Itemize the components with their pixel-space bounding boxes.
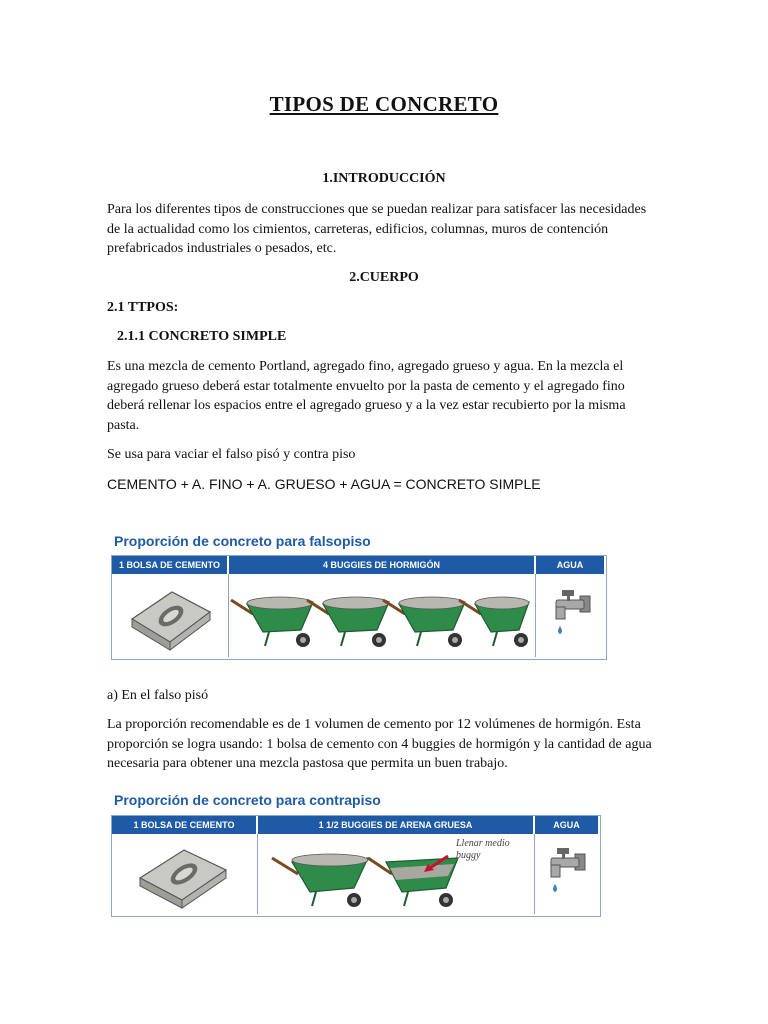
proportion-paragraph: La proporción recomendable es de 1 volumen de cemento por 12 volúmenes de hormigón. Esta proporción se logra usando: 1 bolsa de cemento con 4 buggies de hormigón y la cantidad de agua necesaria para obtener una mezcla pastosa que permita un buen trabajo. (107, 717, 652, 771)
water-tap-icon (535, 834, 596, 914)
wheelbarrow-half-icon (368, 858, 458, 907)
figure2-table (111, 815, 601, 917)
concreto-simple-paragraph: Es una mezcla de cemento Portland, agregado fino, agregado grueso y agua. En la mezcla el agregado grueso deberá estar totalmente envuelto por la pasta de cemento y el agregado fino deberá rellenar los espacios entre el agregado grueso y a la vez estar recubierto por la misma pasta. (107, 359, 626, 433)
wheelbarrows-icon (229, 574, 534, 657)
figure1-table (111, 555, 607, 660)
intro-paragraph: Para los diferentes tipos de construcciones que se puedan realizar para satisfacer las necesidades de la actualidad como los cimientos, carreteras, edificios, columnas, muros de contención prefabricados industriales o pesados, etc. (107, 202, 647, 256)
figure2-note: Llenar medio buggy (456, 838, 510, 861)
cement-bag-cell (112, 574, 229, 657)
figure2-title: Proporción de concreto para contrapiso (114, 792, 381, 808)
cement-bag-icon (112, 834, 256, 914)
wheelbarrow-full-icon (272, 854, 368, 907)
figure2-col-agua: AGUA (535, 816, 598, 834)
section-heading-cuerpo: 2.CUERPO (349, 270, 419, 285)
wheelbarrow-icon-1 (231, 597, 313, 647)
subheading-tipos: 2.1 TTPOS: (107, 300, 179, 315)
buggies-cell (229, 574, 536, 657)
figure2-col-cemento: 1 BOLSA DE CEMENTO (112, 816, 258, 834)
wheelbarrow-icon-4 (459, 597, 529, 647)
wheelbarrow-icon-3 (383, 597, 465, 647)
cement-bag-icon (112, 574, 227, 657)
usage-paragraph: Se usa para vaciar el falso pisó y contra piso (107, 447, 356, 462)
cement-bag-cell-2 (112, 834, 258, 914)
section-heading-introduccion: 1.INTRODUCCIÓN (322, 171, 446, 186)
figure1-col-cemento: 1 BOLSA DE CEMENTO (112, 556, 229, 574)
water-cell-2 (535, 834, 598, 914)
water-tap-icon (536, 574, 602, 657)
document-title: TIPOS DE CONCRETO (269, 92, 499, 116)
subheading-concreto-simple: 2.1.1 CONCRETO SIMPLE (117, 329, 287, 344)
arena-cell (258, 834, 535, 914)
wheelbarrow-icon-2 (307, 597, 389, 647)
figure1-title: Proporción de concreto para falsopiso (114, 533, 371, 549)
figure1-col-agua: AGUA (536, 556, 604, 574)
formula-line: CEMENTO + A. FINO + A. GRUESO + AGUA = CONCRETO SIMPLE (107, 476, 541, 492)
item-a: a) En el falso pisó (107, 688, 209, 703)
figure2-col-arena: 1 1/2 BUGGIES DE ARENA GRUESA (258, 816, 535, 834)
water-cell (536, 574, 604, 657)
figure1-col-buggies: 4 BUGGIES DE HORMIGÓN (229, 556, 536, 574)
